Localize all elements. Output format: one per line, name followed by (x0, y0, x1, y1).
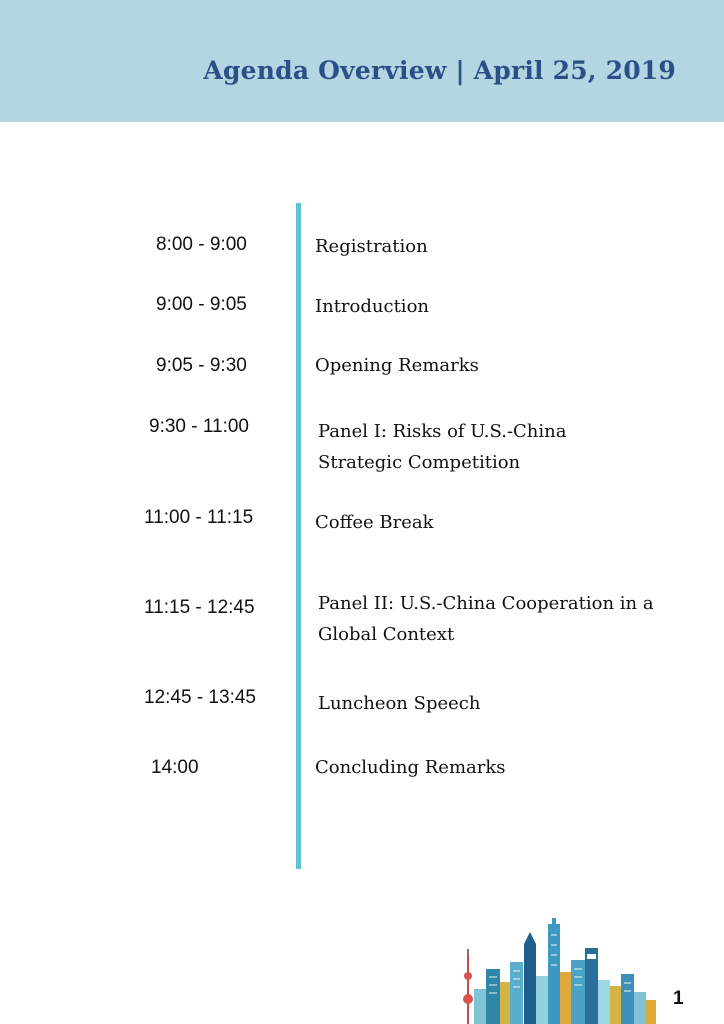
agenda-time: 8:00 - 9:00 (156, 234, 247, 255)
agenda-event: Registration (315, 236, 428, 257)
page-number: 1 (673, 988, 684, 1009)
agenda-time: 11:00 - 11:15 (144, 507, 254, 528)
timeline-divider (296, 203, 301, 869)
agenda-event: Panel I: Risks of U.S.-China Strategic Competition (318, 421, 567, 473)
city-skyline-icon (458, 914, 668, 1024)
agenda-time: 14:00 (151, 757, 199, 778)
page-title: Agenda Overview | April 25, 2019 (203, 56, 676, 85)
header-banner (0, 0, 724, 122)
agenda-time: 12:45 - 13:45 (144, 687, 256, 708)
agenda-event: Panel II: U.S.-China Cooperation in a Global Context (318, 593, 654, 645)
agenda-time: 9:00 - 9:05 (156, 294, 247, 315)
agenda-event: Introduction (315, 296, 429, 317)
agenda-event: Luncheon Speech (318, 693, 481, 714)
agenda-event: Opening Remarks (315, 355, 479, 376)
agenda-time: 9:30 - 11:00 (149, 416, 250, 437)
agenda-time: 9:05 - 9:30 (156, 355, 247, 376)
agenda-event: Coffee Break (315, 512, 434, 533)
agenda-time: 11:15 - 12:45 (144, 597, 255, 618)
agenda-event: Concluding Remarks (315, 757, 506, 778)
